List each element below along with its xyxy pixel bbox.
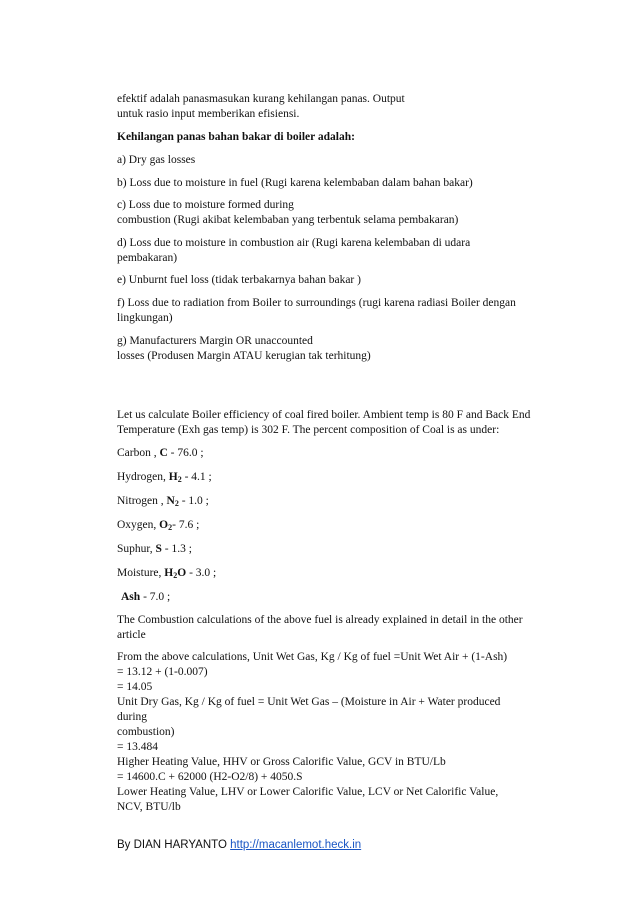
calc-line: = 14600.C + 62000 (H2-O2/8) + 4050.S: [117, 771, 303, 783]
calc-intro-line: Temperature (Exh gas temp) is 302 F. The percent composition of Coal is as under:: [117, 424, 500, 436]
element-symbol: $N_2$: [166, 495, 179, 508]
loss-item-c: [117, 198, 557, 228]
loss-item-f: [117, 296, 557, 326]
element-value: - 7.6 ;: [172, 519, 200, 531]
element-value: - 3.0 ;: [189, 567, 217, 579]
element-label: Suphur,: [117, 543, 153, 555]
calc-intro-line: Let us calculate Boiler efficiency of coal fired boiler. Ambient temp is 80 F and Back End: [117, 409, 531, 421]
calc-line: = 14.05: [117, 681, 153, 693]
calculation-intro: [117, 408, 562, 438]
intro-paragraph: [117, 92, 557, 122]
element-label: Nitrogen ,: [117, 495, 164, 507]
loss-line: pembakaran): [117, 252, 178, 264]
element-value: - 1.0 ;: [181, 495, 209, 507]
element-symbol: $H_2$: [168, 471, 182, 484]
element-symbol: S: [155, 543, 162, 555]
calc-line: = 13.484: [117, 741, 158, 753]
composition-nitrogen: [117, 494, 557, 511]
footer-link[interactable]: http://macanlemot.heck.in: [230, 839, 362, 851]
combustion-note: [117, 613, 557, 643]
composition-carbon: [117, 446, 557, 461]
composition-sulphur: [117, 542, 557, 557]
element-value: - 7.0 ;: [143, 591, 171, 603]
loss-line: lingkungan): [117, 312, 173, 324]
loss-line: g) Manufacturers Margin OR unaccounted: [117, 335, 313, 347]
loss-line: combustion (Rugi akibat kelembaban yang terbentuk selama pembakaran): [117, 214, 459, 226]
calc-line: From the above calculations, Unit Wet Gas, Kg / Kg of fuel =Unit Wet Air + (1-Ash): [117, 651, 508, 663]
calc-line: Unit Dry Gas, Kg / Kg of fuel = Unit Wet Gas – (Moisture in Air + Water produced: [117, 696, 501, 708]
calc-line: during: [117, 711, 148, 723]
calc-line: combustion): [117, 726, 175, 738]
loss-line: f) Loss due to radiation from Boiler to surroundings (rugi karena radiasi Boiler dengan: [117, 297, 516, 309]
loss-item-e: e) Unburnt fuel loss (tidak terbakarnya bahan bakar ): [117, 274, 361, 286]
loss-line: c) Loss due to moisture formed during: [117, 199, 294, 211]
composition-hydrogen: [117, 470, 557, 487]
composition-ash: [121, 590, 561, 605]
calculation-block: [117, 650, 557, 815]
combustion-line: article: [117, 629, 146, 641]
calc-line: Higher Heating Value, HHV or Gross Calorific Value, GCV in BTU/Lb: [117, 756, 446, 768]
calc-line: = 13.12 + (1-0.007): [117, 666, 208, 678]
loss-line: d) Loss due to moisture in combustion air (Rugi karena kelembaban di udara: [117, 237, 471, 249]
loss-item-b: b) Loss due to moisture in fuel (Rugi karena kelembaban dalam bahan bakar): [117, 177, 473, 189]
element-symbol: Ash: [121, 591, 141, 603]
intro-line: efektif adalah panasmasukan kurang kehilangan panas. Output: [117, 93, 405, 105]
calc-line: NCV, BTU/lb: [117, 801, 181, 813]
composition-moisture: [117, 566, 557, 583]
element-value: - 4.1 ;: [184, 471, 212, 483]
intro-line: untuk rasio input memberikan efisiensi.: [117, 108, 300, 120]
loss-item-a: a) Dry gas losses: [117, 154, 196, 166]
loss-item-d: [117, 236, 557, 266]
combustion-line: The Combustion calculations of the above fuel is already explained in detail in the other: [117, 614, 523, 626]
element-symbol: $H_2O$: [164, 567, 187, 580]
page-footer: [117, 838, 361, 853]
element-value: - 76.0 ;: [170, 447, 204, 459]
element-label: Carbon ,: [117, 447, 157, 459]
element-value: - 1.3 ;: [164, 543, 192, 555]
footer-author: By DIAN HARYANTO: [117, 839, 231, 851]
loss-item-g: [117, 334, 557, 364]
composition-oxygen: [117, 518, 557, 535]
section-heading: Kehilangan panas bahan bakar di boiler adalah:: [117, 131, 355, 143]
element-symbol: $O_2$: [159, 519, 173, 532]
calc-line: Lower Heating Value, LHV or Lower Calorific Value, LCV or Net Calorific Value,: [117, 786, 499, 798]
element-label: Oxygen,: [117, 519, 157, 531]
loss-line: losses (Produsen Margin ATAU kerugian tak terhitung): [117, 350, 371, 362]
element-label: Moisture,: [117, 567, 162, 579]
element-symbol: C: [159, 447, 168, 459]
element-label: Hydrogen,: [117, 471, 166, 483]
